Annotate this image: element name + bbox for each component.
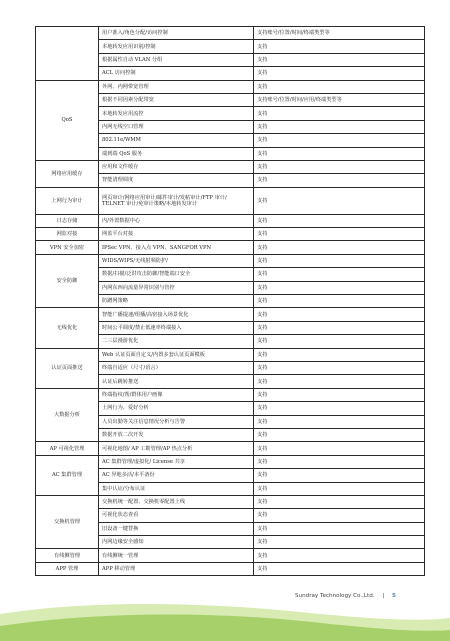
- table-row: [36, 27, 425, 40]
- table-cell-feature: AC 集群管理/虚拟化/ License 共享: [99, 455, 254, 468]
- table-cell-feature: 内/外置数据中心: [99, 214, 254, 227]
- table-cell-category: 上网行为审计: [36, 187, 99, 214]
- table-cell-support: 支持: [254, 187, 425, 214]
- table-row: [36, 388, 425, 401]
- table-cell-feature: 有线侧统一管理: [99, 549, 254, 562]
- table-cell-category: 有线侧管理: [36, 549, 99, 562]
- table-cell-feature: 智能广播提速/组播/高密接入场景优化: [99, 308, 254, 321]
- table-cell-support: 支持账号/位置/时间/终端类型等: [254, 27, 425, 40]
- table-cell-feature: 内网无线空口管理: [99, 120, 254, 133]
- table-cell-category: 无线优化: [36, 308, 99, 348]
- feature-spec-table: [35, 26, 425, 576]
- table-cell-feature: 上网行为、爱好分析: [99, 402, 254, 415]
- table-cell-support: 支持: [254, 40, 425, 53]
- table-cell-feature: 用户准入/角色分配/访问控制: [99, 27, 254, 40]
- table-cell-feature: IPSec VPN、接入点 VPN、SANGFOR VPN: [99, 241, 254, 254]
- table-cell-support: 支持: [254, 241, 425, 254]
- table-cell-feature: 本地转发应用识别/控制: [99, 40, 254, 53]
- table-cell-feature: Web 认证页面自定义/内置多套认证页面模板: [99, 348, 254, 361]
- table-cell-support: 支持: [254, 482, 425, 495]
- table-cell-feature: 数据/扫描/泛洪攻击防御/智能端口安全: [99, 268, 254, 281]
- table-cell-feature: 根据属性自动 VLAN 分组: [99, 53, 254, 66]
- table-row: [36, 214, 425, 227]
- table-cell-feature: 本地转发应用流控: [99, 107, 254, 120]
- table-cell-category: 交换机管理: [36, 495, 99, 549]
- table-cell-category: 日志存储: [36, 214, 99, 227]
- table-row: [36, 562, 425, 575]
- table-cell-support: 支持: [254, 562, 425, 575]
- table-cell-feature: 终端指纹/帮/群体用户画像: [99, 388, 254, 401]
- table-cell-support: 支持: [254, 254, 425, 267]
- table-cell-category: 网监对接: [36, 228, 99, 241]
- table-cell-feature: 可视化状态查看: [99, 509, 254, 522]
- table-cell-support: 支持: [254, 308, 425, 321]
- table-cell-support: 支持: [254, 442, 425, 455]
- table-cell-support: 支持: [254, 53, 425, 66]
- table-cell-support: 支持: [254, 428, 425, 441]
- table-cell-feature: 智能清理调度: [99, 174, 254, 187]
- table-cell-feature: 外网、内网带宽管理: [99, 80, 254, 93]
- table-cell-support: 支持: [254, 120, 425, 133]
- table-cell-support: 支持: [254, 107, 425, 120]
- table-cell-category: 认证页面推送: [36, 348, 99, 388]
- table-cell-feature: 根据不同因素分配带宽: [99, 93, 254, 106]
- table-cell-support: 支持: [254, 375, 425, 388]
- table-cell-feature: 交换机统一配置、交换机零配置上线: [99, 495, 254, 508]
- table-cell-support: 支持: [254, 361, 425, 374]
- table-cell-feature: WIDS/WIPS/无线射频防护/: [99, 254, 254, 267]
- table-cell-feature: APP 移动管理: [99, 562, 254, 575]
- table-cell-support: 支持账号/位置/时间/应用/终端类型等: [254, 93, 425, 106]
- table-cell-feature: ACL 访问控制: [99, 67, 254, 80]
- table-cell-support: 支持: [254, 147, 425, 160]
- table-row: [36, 455, 425, 468]
- table-cell-category: 大数据分析: [36, 388, 99, 442]
- table-cell-support: 支持: [254, 214, 425, 227]
- table-cell-feature: 内网东西向流量异常识别与管控: [99, 281, 254, 294]
- table-cell-category: AC 集群管理: [36, 455, 99, 495]
- table-cell-support: 支持: [254, 522, 425, 535]
- table-row: [36, 442, 425, 455]
- table-cell-support: 支持: [254, 281, 425, 294]
- footer-company: Sundray Technology Co.,Ltd.: [295, 593, 375, 599]
- table-cell-support: 支持: [254, 549, 425, 562]
- table-cell-support: 支持: [254, 80, 425, 93]
- table-cell-feature: 防蹭网策略: [99, 295, 254, 308]
- table-cell-support: 支持: [254, 268, 425, 281]
- table-cell-support: 支持: [254, 348, 425, 361]
- table-cell-support: 支持: [254, 321, 425, 334]
- table-cell-feature: 终端自适应（尺寸/语言）: [99, 361, 254, 374]
- table-cell-feature: 应用和文件缓存: [99, 160, 254, 173]
- table-row: [36, 549, 425, 562]
- table-cell-support: 支持: [254, 469, 425, 482]
- table-cell-category: QoS: [36, 80, 99, 160]
- table-cell-support: 支持: [254, 228, 425, 241]
- table-cell-feature: 二三层漫游优化: [99, 335, 254, 348]
- table-row: [36, 495, 425, 508]
- table-cell-feature: 时间公平调度/禁止低速率终端接入: [99, 321, 254, 334]
- table-row: [36, 160, 425, 173]
- table-cell-support: 支持: [254, 402, 425, 415]
- table-cell-feature: 802.11e/WMM: [99, 134, 254, 147]
- table-cell-support: 支持: [254, 335, 425, 348]
- table-cell-category: 网络应用缓存: [36, 160, 99, 187]
- table-row: [36, 80, 425, 93]
- table-row: [36, 228, 425, 241]
- table-cell-category: AP 可视化管理: [36, 442, 99, 455]
- table-cell-feature: 端到端 QoS 服务: [99, 147, 254, 160]
- table-cell-feature: 认证后跳转推送: [99, 375, 254, 388]
- table-cell-support: 支持: [254, 160, 425, 173]
- table-cell-support: 支持: [254, 509, 425, 522]
- table-cell-category: VPN 安全加密: [36, 241, 99, 254]
- footer-separator: |: [382, 593, 385, 599]
- table-row: [36, 308, 425, 321]
- table-cell-support: 支持: [254, 495, 425, 508]
- table-cell-category: [36, 27, 99, 81]
- table-row: [36, 241, 425, 254]
- table-row: [36, 254, 425, 267]
- table-cell-feature: 旧设备一键替换: [99, 522, 254, 535]
- table-cell-feature: 人员出勤等关注信息情况分析与告警: [99, 415, 254, 428]
- table-cell-feature: 内网边缘安全感知: [99, 536, 254, 549]
- table-cell-feature: 可视化地图/ AP 工勘管理/AP 热点分析: [99, 442, 254, 455]
- table-cell-category: 安全防御: [36, 254, 99, 308]
- table-cell-support: 支持: [254, 134, 425, 147]
- table-cell-support: 支持: [254, 295, 425, 308]
- table-cell-support: 支持: [254, 415, 425, 428]
- table-cell-support: 支持: [254, 67, 425, 80]
- table-row: [36, 187, 425, 214]
- footer-wave-decoration: [0, 596, 450, 641]
- table-cell-feature: 集中认证/分布认证: [99, 482, 254, 495]
- table-cell-feature: 网监平台对接: [99, 228, 254, 241]
- table-cell-feature: AC 异地多活/本平备份: [99, 469, 254, 482]
- table-cell-support: 支持: [254, 174, 425, 187]
- table-cell-feature: 数据开放二次开发: [99, 428, 254, 441]
- table-cell-category: APP 管理: [36, 562, 99, 575]
- page-number: 5: [392, 593, 396, 599]
- table-cell-support: 支持: [254, 388, 425, 401]
- table-row: [36, 348, 425, 361]
- table-cell-support: 支持: [254, 455, 425, 468]
- table-cell-support: 支持: [254, 536, 425, 549]
- table-cell-feature: 网页审计/网络应用审计/邮件审计/发帖审计/FTP 审计/ TELNET 审计/免审计策略/本地转发审计: [99, 187, 254, 214]
